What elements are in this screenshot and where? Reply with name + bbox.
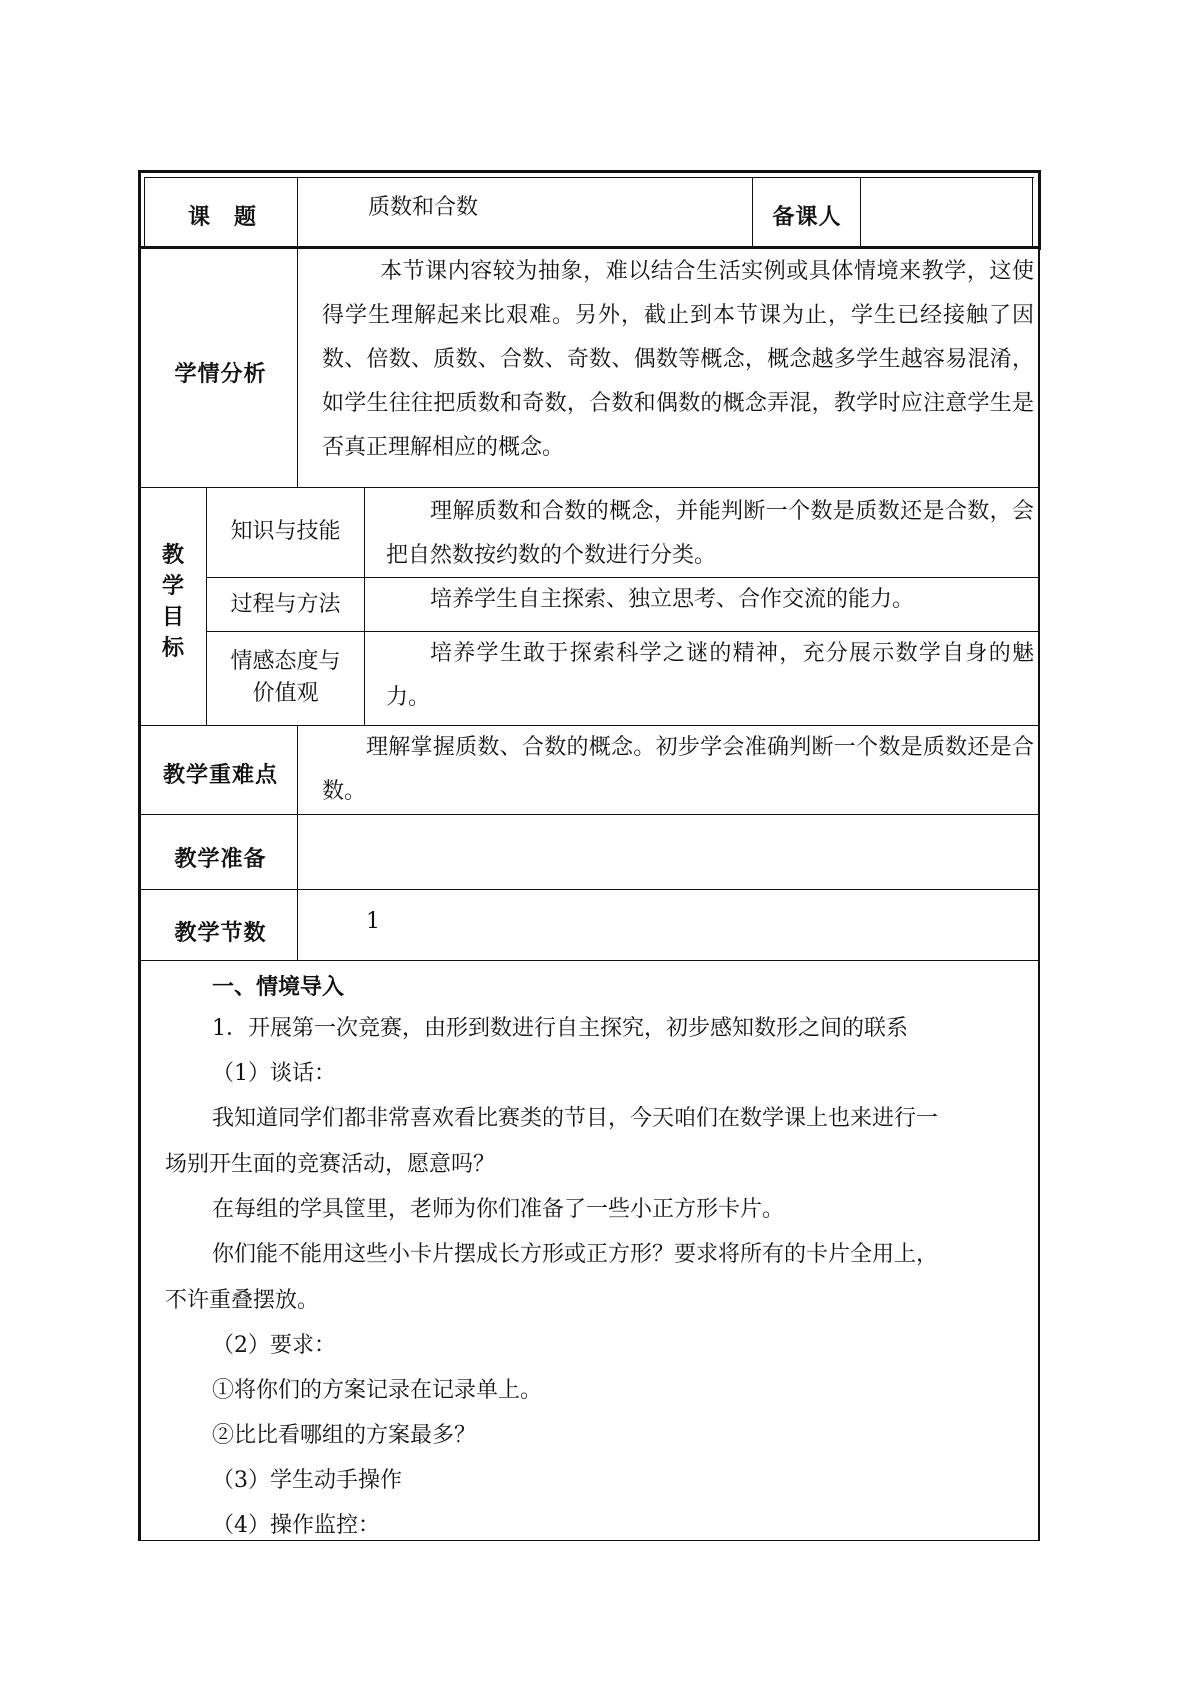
- process-heading: 一、情境导入: [212, 974, 345, 1000]
- process-line-11: （3）学生动手操作: [212, 1468, 402, 1493]
- table-top-inner-border: [144, 177, 1034, 178]
- table-left-border: [138, 170, 141, 1541]
- process-text: 培养学生自主探索、独立思考、合作交流的能力。: [430, 587, 915, 612]
- process-line-8: （2）要求：: [212, 1333, 336, 1358]
- analysis-label: 学情分析: [174, 361, 267, 387]
- table-top-border: [138, 170, 1040, 173]
- emotion-label-line2: 价值观: [252, 681, 319, 706]
- key-points-bottom-border: [138, 814, 1040, 815]
- process-label: 过程与方法: [230, 592, 341, 617]
- key-points-label: 教学重难点: [162, 762, 278, 788]
- process-line-2: （1）谈话：: [212, 1061, 336, 1086]
- periods-bottom-border: [138, 960, 1040, 961]
- key-points-text: 理解掌握质数、合数的概念。初步学会准确判断一个数是质数还是合数。: [322, 735, 1034, 804]
- preparer-label: 备课人: [772, 204, 842, 230]
- lower-label-divider: [297, 725, 298, 960]
- goals-label-char-2: 学: [161, 573, 184, 599]
- periods-value: 1: [366, 909, 380, 934]
- emotion-text: 培养学生敢于探索科学之谜的精神，充分展示数学自身的魅力。: [386, 641, 1034, 710]
- process-line-4: 场别开生面的竞赛活动，愿意吗？: [165, 1152, 496, 1177]
- header-divider-1: [752, 177, 753, 247]
- goals-label: [158, 540, 188, 664]
- process-line-9: ①将你们的方案记录在记录单上。: [212, 1378, 543, 1403]
- analysis-bottom-border: [138, 487, 1040, 488]
- goals-label-char-3: 目: [161, 604, 184, 630]
- goals-label-divider: [206, 487, 207, 725]
- label-column-divider: [297, 177, 298, 487]
- table-right-border: [1038, 170, 1041, 250]
- header-divider-2: [860, 177, 861, 247]
- table-bottom-border: [138, 1540, 1040, 1541]
- knowledge-label: 知识与技能: [230, 519, 341, 544]
- process-line-6: 你们能不能用这些小卡片摆成长方形或正方形？要求将所有的卡片全用上，: [212, 1242, 939, 1267]
- preparation-label: 教学准备: [174, 846, 267, 872]
- goals-label-char-4: 标: [161, 635, 184, 661]
- header-right-inner: [1032, 177, 1033, 247]
- process-line-1: 1．开展第一次竞赛，由形到数进行自主探究，初步感知数形之间的联系: [212, 1016, 908, 1041]
- process-line-12: （4）操作监控：: [212, 1513, 380, 1538]
- goals-label-char-1: 教: [161, 542, 184, 568]
- emotion-label-line1: 情感态度与: [230, 649, 341, 674]
- header-bottom-border: [138, 246, 1040, 249]
- process-line-5: 在每组的学具筐里，老师为你们准备了一些小正方形卡片。: [212, 1197, 785, 1222]
- analysis-text: 本节课内容较为抽象，难以结合生活实例或具体情境来教学，这使得学生理解起来比艰难。另外，截止到本节课为止，学生已经接触了因数、倍数、质数、合数、奇数、偶数等概念，概念越多学生越容易混淆，如学生往往把质数和奇数，合数和偶数的概念弄混，教学时应注意学生是否真正理解相应的概念。: [322, 259, 1034, 460]
- topic-value: 质数和合数: [368, 195, 479, 220]
- header-left-inner: [144, 177, 145, 247]
- process-line-3: 我知道同学们都非常喜欢看比赛类的节目，今天咱们在数学课上也来进行一: [212, 1106, 939, 1131]
- preparation-bottom-border: [138, 889, 1040, 890]
- table-right-border-lower: [1038, 250, 1039, 1541]
- goals-sub-divider: [364, 487, 365, 725]
- process-line-10: ②比比看哪组的方案最多？: [212, 1423, 477, 1448]
- knowledge-text: 理解质数和合数的概念，并能判断一个数是质数还是合数，会把自然数按约数的个数进行分类。: [386, 499, 1034, 568]
- process-line-7: 不许重叠摆放。: [165, 1288, 320, 1313]
- topic-label: 课 题: [187, 204, 257, 230]
- periods-label: 教学节数: [174, 920, 267, 946]
